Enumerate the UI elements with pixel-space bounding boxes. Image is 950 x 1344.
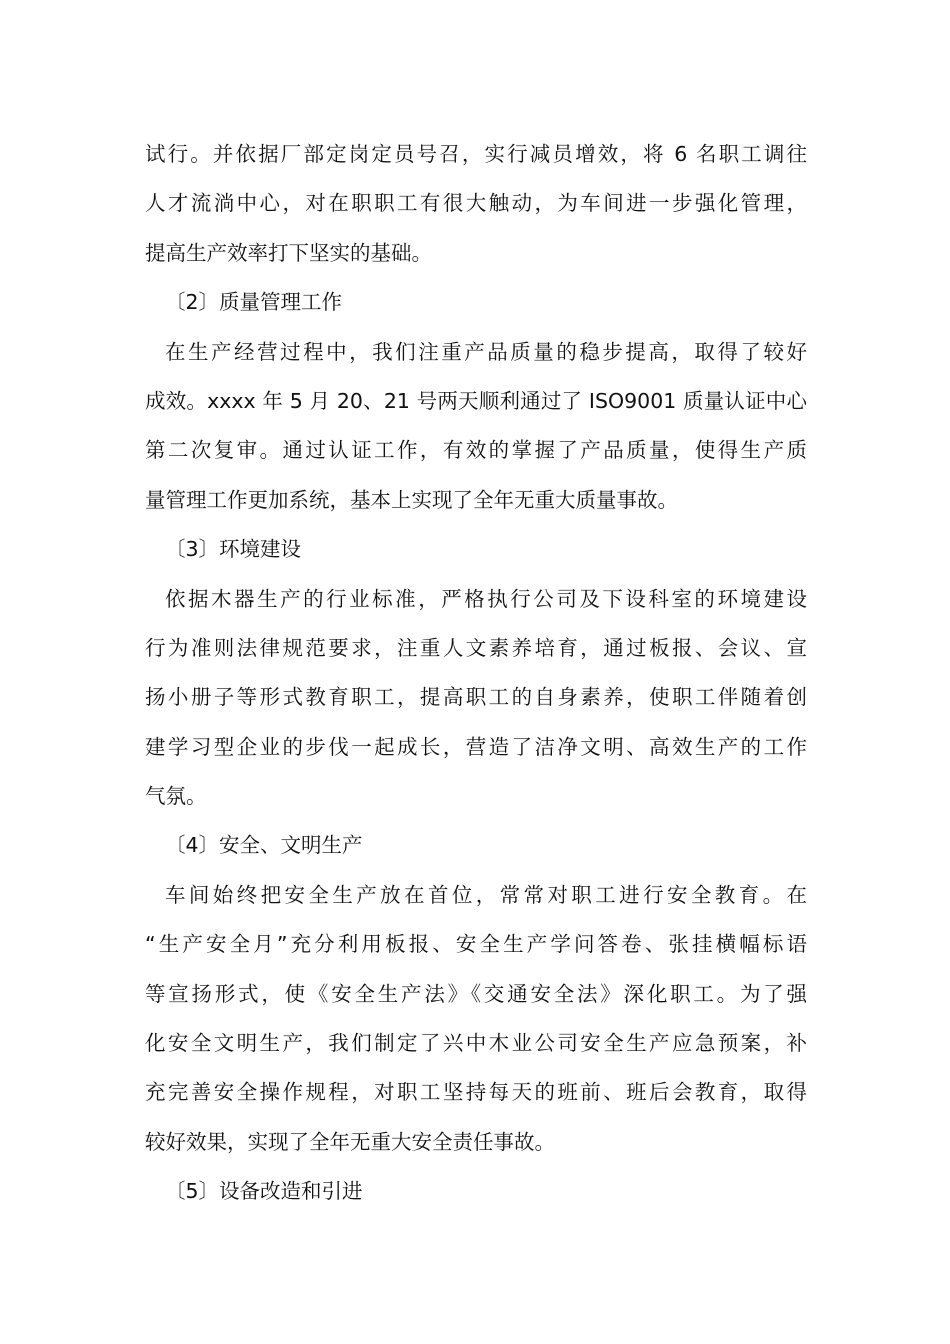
document-body <box>145 130 807 1217</box>
section-heading-environment <box>145 525 807 574</box>
text-line: 化安全文明生产，我们制定了兴中木业公司安全生产应急预案，补 <box>145 1031 807 1056</box>
heading-text: 〔3〕环境建设 <box>165 537 302 562</box>
text-line: “生产安全月”充分利用板报、安全生产学问答卷、张挂横幅标语 <box>145 932 807 957</box>
text-line: 扬小册子等形式教育职工，提高职工的自身素养，使职工伴随着创 <box>145 685 807 710</box>
paragraph-environment <box>145 575 807 822</box>
text-line: 等宣扬形式，使《安全生产法》《交通安全法》深化职工。为了强 <box>145 981 807 1006</box>
paragraph-safety <box>145 871 807 1167</box>
text-line: 试行。并依据厂部定岗定员号召，实行减员增效，将 6 名职工调往 <box>145 142 807 166</box>
text-line: 成效。xxxx 年 5 月 20、21 号两天顺利通过了 ISO9001 质量认证中心 <box>145 388 807 413</box>
text-line: 车间始终把安全生产放在首位，常常对职工进行安全教育。在 <box>165 882 807 907</box>
section-heading-safety <box>145 821 807 870</box>
text-line: 气氛。 <box>145 784 207 809</box>
text-line: 充完善安全操作规程，对职工坚持每天的班前、班后会教育，取得 <box>145 1080 807 1105</box>
text-line: 人才流淌中心，对在职职工有很大触动，为车间进一步强化管理， <box>145 191 807 216</box>
section-heading-quality <box>145 278 807 327</box>
paragraph-quality <box>145 328 807 526</box>
text-line: 在生产经营过程中，我们注重产品质量的稳步提高，取得了较好 <box>165 339 807 364</box>
text-line: 行为准则法律规范要求，注重人文素养培育，通过板报、会议、宣 <box>145 635 807 660</box>
section-heading-equipment <box>145 1167 807 1216</box>
paragraph-staff-reduction <box>145 130 807 278</box>
text-line: 建学习型企业的步伐一起成长，营造了洁净文明、高效生产的工作 <box>145 734 807 759</box>
text-line: 提高生产效率打下坚实的基础。 <box>145 240 432 265</box>
heading-text: 〔2〕质量管理工作 <box>165 290 343 315</box>
heading-text: 〔4〕安全、文明生产 <box>165 833 363 858</box>
heading-text: 〔5〕设备改造和引进 <box>165 1179 363 1204</box>
text-line: 量管理工作更加系统，基本上实现了全年无重大质量事故。 <box>145 487 678 512</box>
text-line: 依据木器生产的行业标准，严格执行公司及下设科室的环境建设 <box>165 586 807 611</box>
text-line: 第二次复审。通过认证工作，有效的掌握了产品质量，使得生产质 <box>145 438 807 463</box>
text-line: 较好效果，实现了全年无重大安全责任事故。 <box>145 1129 555 1154</box>
